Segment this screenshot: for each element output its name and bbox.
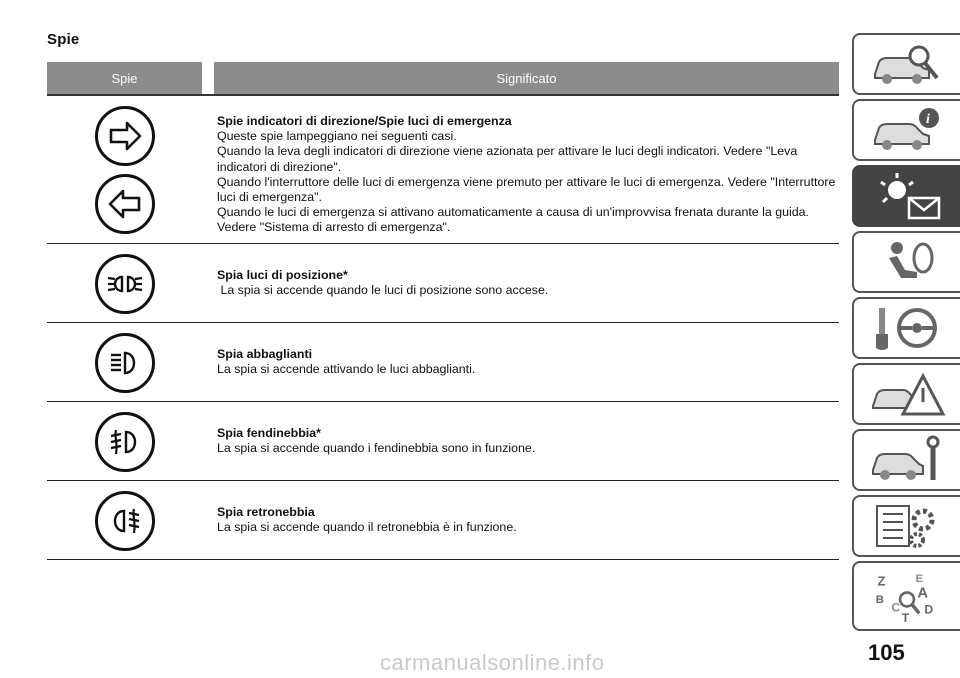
row-text: La spia si accende quando il retronebbia è in funzione.	[217, 520, 517, 535]
row-text: Quando le luci di emergenza si attivano automaticamente a causa di un'improvvisa frenata durante la guida. Vedere "Sistema di arresto di emergenza".	[217, 205, 809, 235]
index-letter: A	[917, 585, 929, 602]
row-text: La spia si accende attivando le luci abbaglianti.	[217, 362, 476, 377]
high-beam-icon	[95, 333, 155, 393]
turn-right-arrow-icon	[95, 106, 155, 166]
tab-accident-warning[interactable]	[852, 363, 960, 425]
row-text: Queste spie lampeggiano nei seguenti casi.	[217, 129, 457, 144]
table-row	[47, 244, 839, 323]
header-significato: Significato	[214, 62, 839, 94]
watermark: carmanualsonline.info	[380, 650, 605, 675]
svg-text:i: i	[926, 112, 930, 127]
table-row	[47, 402, 839, 481]
turn-left-arrow-icon	[95, 174, 155, 234]
alphabet-index-icon	[867, 570, 947, 622]
tab-car-info[interactable]	[852, 99, 960, 161]
rear-fog-light-icon	[95, 491, 155, 551]
section-title: Spie	[47, 31, 80, 48]
specifications-gear-icon	[867, 500, 947, 552]
index-letter: E	[915, 573, 924, 586]
row-text: La spia si accende quando i fendinebbia sono in funzione.	[217, 441, 536, 456]
header-spie: Spie	[47, 62, 202, 94]
tab-key-steering[interactable]	[852, 297, 960, 359]
warning-light-message-icon	[867, 170, 947, 222]
row-text: La spia si accende quando le luci di posizione sono accese.	[217, 283, 549, 298]
tab-warning-lights[interactable]	[852, 165, 960, 227]
table-header	[47, 62, 839, 94]
front-fog-light-icon	[95, 412, 155, 472]
index-letter: D	[924, 602, 934, 617]
row-text: Quando la leva degli indicatori di direzione viene azionata per attivare le luci degli indicatori. Vedere "Leva indicatori di direzione".	[217, 144, 798, 174]
row-text: Quando l'interruttore delle luci di emergenza viene premuto per attivare le luci di emergenza. Vedere "Interruttore luci di emergenza".	[217, 174, 836, 205]
table-row	[47, 481, 839, 560]
table-row	[47, 96, 839, 244]
row-title: Spia luci di posizione*	[217, 268, 348, 282]
row-title: Spia fendinebbia*	[217, 426, 321, 440]
warning-lights-table	[47, 62, 839, 560]
index-letter: B	[875, 593, 884, 606]
row-title: Spia abbaglianti	[217, 347, 313, 361]
key-steering-wheel-icon	[867, 302, 947, 354]
index-letter: Z	[877, 573, 886, 589]
row-title: Spia retronebbia	[217, 505, 315, 519]
car-search-icon	[867, 38, 947, 90]
position-lights-icon	[95, 254, 155, 314]
tab-car-search[interactable]	[852, 33, 960, 95]
tab-car-wrench[interactable]	[852, 429, 960, 491]
index-letter: C	[891, 600, 901, 615]
tab-alphabetical-index[interactable]	[852, 561, 960, 631]
tab-specifications[interactable]	[852, 495, 960, 557]
table-row	[47, 323, 839, 402]
index-letter: T	[901, 611, 910, 622]
car-info-icon	[867, 104, 947, 156]
tab-seat-airbag[interactable]	[852, 231, 960, 293]
seat-airbag-icon	[867, 236, 947, 288]
car-accident-warning-icon	[867, 368, 947, 420]
page-number: 105	[868, 640, 905, 665]
row-title: Spie indicatori di direzione/Spie luci di emergenza	[217, 114, 512, 128]
car-wrench-icon	[867, 434, 947, 486]
